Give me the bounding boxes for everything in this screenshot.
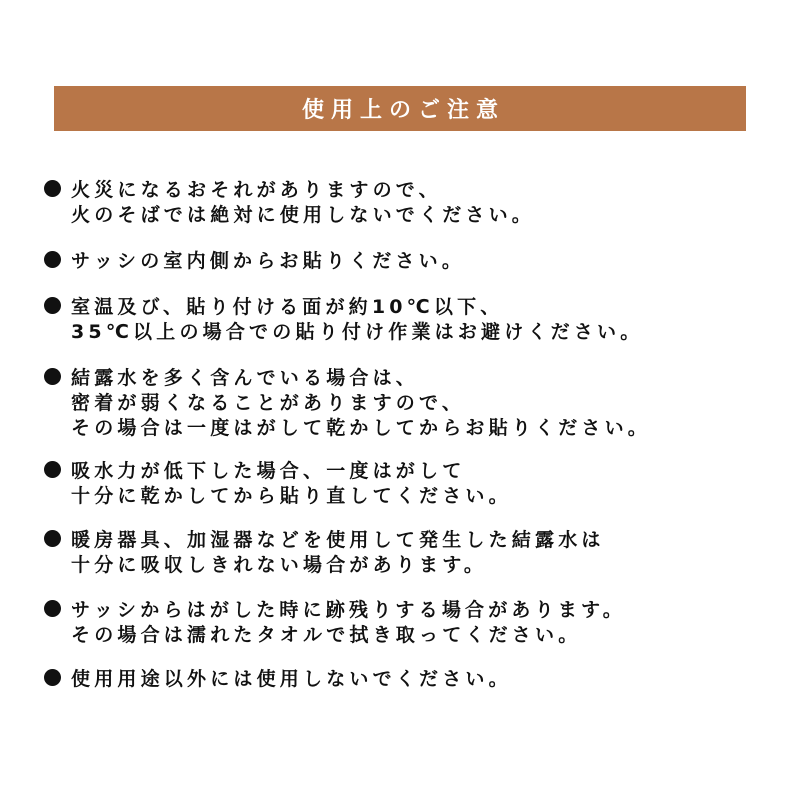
caution-text-line: 十分に乾かしてから貼り直してください。 (71, 485, 512, 507)
caution-text-line: 吸水力が低下した場合、一度はがして (71, 460, 466, 482)
section-title: 使用上のご注意 (301, 98, 505, 123)
bullet-icon (44, 180, 61, 197)
bullet-icon (44, 297, 61, 314)
caution-text-line: その場合は一度はがして乾かしてからお貼りください。 (71, 417, 652, 439)
section-header (54, 86, 746, 131)
bullet-icon (44, 600, 61, 617)
caution-text-line: 35℃以上の場合での貼り付け作業はお避けください。 (71, 321, 644, 343)
caution-text-line: 十分に吸収しきれない場合があります。 (71, 554, 488, 576)
caution-text-line: 使用用途以外には使用しないでください。 (71, 668, 512, 690)
caution-text-line: その場合は濡れたタオルで拭き取ってください。 (71, 624, 582, 646)
caution-text-line: サッシの室内側からお貼りください。 (71, 250, 466, 272)
caution-text-line: サッシからはがした時に跡残りする場合があります。 (71, 599, 626, 621)
bullet-icon (44, 368, 61, 385)
caution-text-line: 暖房器具、加湿器などを使用して発生した結露水は (71, 529, 605, 551)
caution-text-line: 火災になるおそれがありますので、 (71, 179, 442, 201)
caution-text-line: 室温及び、貼り付ける面が約10℃以下、 (71, 296, 504, 318)
caution-text-line: 密着が弱くなることがありますので、 (71, 392, 466, 414)
bullet-icon (44, 669, 61, 686)
bullet-icon (44, 251, 61, 268)
caution-text-line: 結露水を多く含んでいる場合は、 (71, 367, 420, 389)
bullet-icon (44, 461, 61, 478)
caution-text-line: 火のそばでは絶対に使用しないでください。 (71, 204, 536, 226)
bullet-icon (44, 530, 61, 547)
